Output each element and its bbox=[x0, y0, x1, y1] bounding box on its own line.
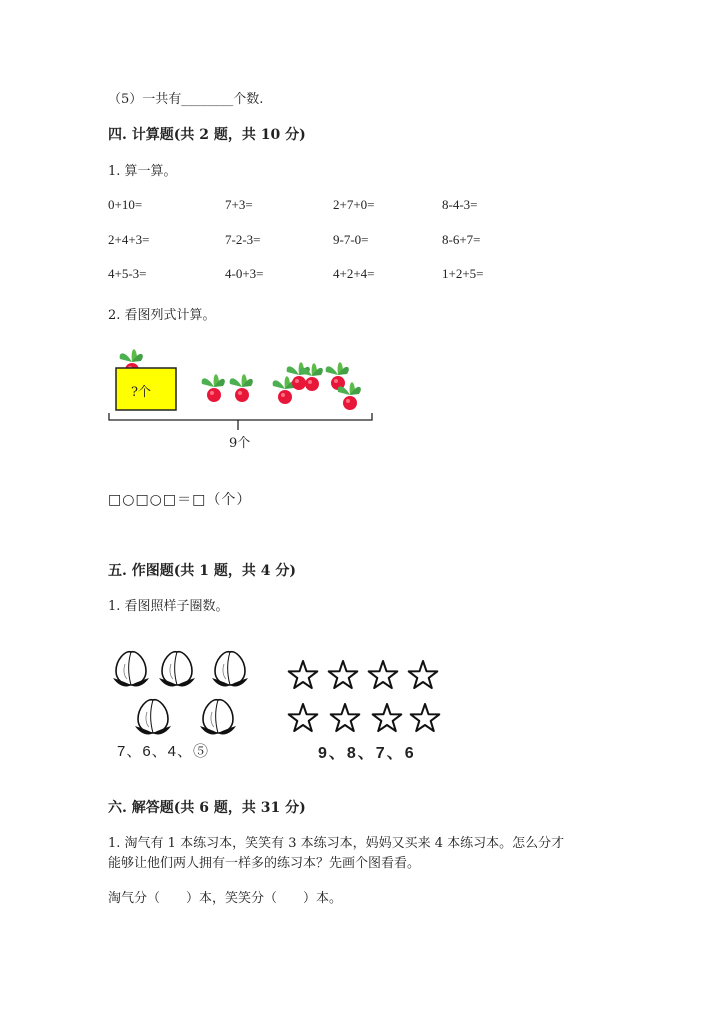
star-icon bbox=[373, 704, 402, 731]
section-5-title: 五. 作图题(共 1 题，共 4 分) bbox=[108, 563, 296, 579]
calc-r1-c4: 8-4-3= bbox=[442, 197, 478, 212]
calc-r1-c2: 7+3= bbox=[225, 197, 253, 212]
calc-r3-c3: 4+2+4= bbox=[333, 266, 375, 281]
star-icon bbox=[329, 661, 358, 688]
calc-r2-c2: 7-2-3= bbox=[225, 232, 261, 247]
section-6-q1-line1: 1. 淘气有 1 本练习本，笑笑有 3 本练习本，妈妈又买来 4 本练习本。怎么分才 bbox=[108, 836, 565, 851]
calc-r2-c1: 2+4+3= bbox=[108, 232, 150, 247]
star-icon bbox=[289, 704, 318, 731]
calc-r2-c3: 9-7-0= bbox=[333, 232, 369, 247]
calc-r3-c2: 4-0+3= bbox=[225, 266, 264, 281]
star-icon bbox=[331, 704, 360, 731]
star-icon bbox=[369, 661, 398, 688]
calc-r2-c4: 8-6+7= bbox=[442, 232, 481, 247]
section-4-q2: 2. 看图列式计算。 bbox=[108, 308, 216, 323]
section-5-q1: 1. 看图照样子圈数。 bbox=[108, 599, 229, 614]
section-6-q1-answer: 淘气分（ ）本，笑笑分（ ）本。 bbox=[108, 891, 343, 906]
star-icon bbox=[289, 661, 318, 688]
star-caption: 9、8、7、6 bbox=[318, 745, 416, 762]
calc-r1-c1: 0+10= bbox=[108, 197, 143, 212]
calc-r1-c3: 2+7+0= bbox=[333, 197, 375, 212]
section-6-q1-line2: 能够让他们两人拥有一样多的练习本？先画个图看看。 bbox=[108, 856, 421, 871]
star-icon bbox=[409, 661, 438, 688]
calc-r3-c4: 1+2+5= bbox=[442, 266, 484, 281]
section-4-title: 四. 计算题(共 2 题，共 10 分) bbox=[108, 127, 306, 143]
calc-r3-c1: 4+5-3= bbox=[108, 266, 147, 281]
answer-template: □○□○□＝□（个） bbox=[108, 492, 252, 508]
star-icon bbox=[411, 704, 440, 731]
box-label: ?个 bbox=[131, 385, 151, 400]
section-4-q1: 1. 算一算。 bbox=[108, 164, 177, 179]
total-label: 9个 bbox=[229, 436, 251, 451]
peach-caption: 7、6、4、⑤ bbox=[117, 743, 210, 760]
item-5: （5）一共有________个数. bbox=[108, 92, 264, 107]
section-6-title: 六. 解答题(共 6 题，共 31 分) bbox=[108, 800, 306, 816]
